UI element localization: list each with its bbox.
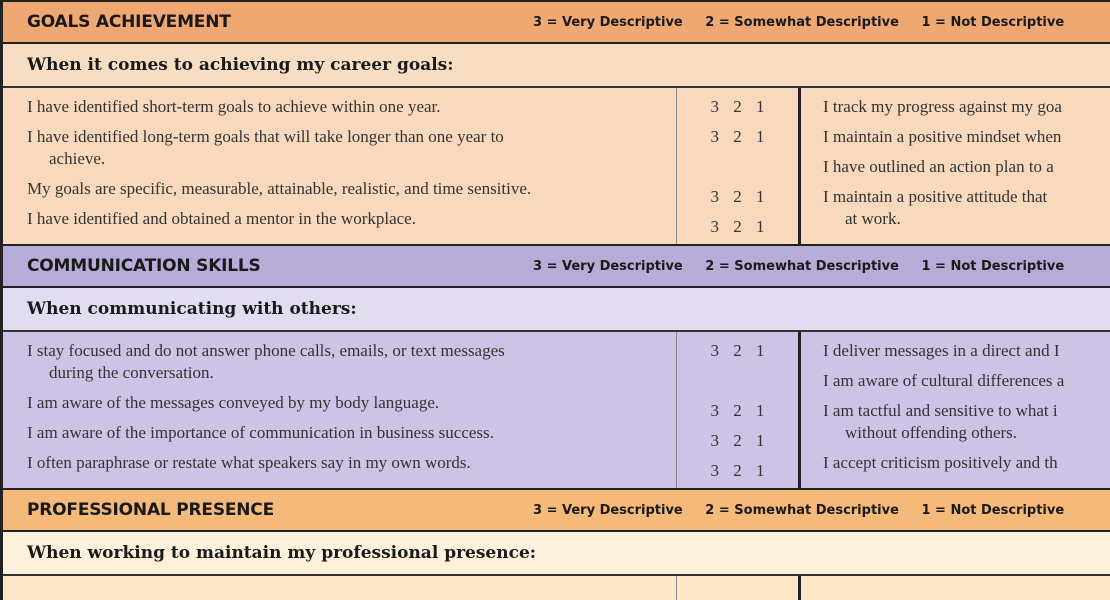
score-options[interactable]: 3 2 1: [710, 461, 765, 480]
left-statements: [3, 88, 677, 244]
section-title: COMMUNICATION SKILLS: [27, 256, 261, 276]
communication-section: [3, 244, 1110, 488]
legend-somewhat: 2 = Somewhat Descriptive: [705, 258, 899, 274]
right-statements: [801, 576, 1110, 600]
statement: I accept criticism positively and th: [823, 453, 1058, 472]
statement: I have outlined an action plan to a: [823, 157, 1054, 176]
score-options[interactable]: 3 2 1: [710, 217, 765, 236]
score-column: [677, 332, 801, 488]
section-body: [3, 88, 1110, 244]
legend-not: 1 = Not Descriptive: [921, 14, 1065, 30]
section-body: [3, 332, 1110, 488]
legend-very: 3 = Very Descriptive: [533, 258, 683, 274]
professional-presence-section: [3, 488, 1110, 600]
rating-legend: [533, 503, 1082, 518]
statement: I am tactful and sensitive to what i without offending others.: [823, 401, 1058, 442]
score-options[interactable]: 3 2 1: [710, 187, 765, 206]
statement: I have identified long-term goals that will take longer than one year to achieve.: [27, 127, 504, 168]
goals-section: [3, 0, 1110, 244]
right-statements: [801, 332, 1110, 488]
section-header: [3, 488, 1110, 532]
section-title: GOALS ACHIEVEMENT: [27, 12, 231, 32]
statement: I am aware of the importance of communication in business success.: [27, 423, 494, 442]
left-statements: [3, 576, 677, 600]
section-header: [3, 244, 1110, 288]
section-prompt: When it comes to achieving my career goals:: [3, 44, 1110, 88]
legend-very: 3 = Very Descriptive: [533, 502, 683, 518]
statement: I track my progress against my goa: [823, 97, 1062, 116]
statement: I stay focused and do not answer phone calls, emails, or text messages during the conversation.: [27, 341, 505, 382]
rating-legend: [533, 259, 1082, 274]
score-options[interactable]: 3 2 1: [710, 431, 765, 450]
left-statements: [3, 332, 677, 488]
score-options[interactable]: 3 2 1: [710, 401, 765, 420]
section-prompt: When communicating with others:: [3, 288, 1110, 332]
section-title: PROFESSIONAL PRESENCE: [27, 500, 274, 520]
score-options[interactable]: 3 2 1: [710, 341, 765, 360]
section-body: [3, 576, 1110, 600]
legend-very: 3 = Very Descriptive: [533, 14, 683, 30]
statement: I maintain a positive mindset when: [823, 127, 1062, 146]
section-header: [3, 0, 1110, 44]
legend-somewhat: 2 = Somewhat Descriptive: [705, 502, 899, 518]
score-column: [677, 576, 801, 600]
statement: I deliver messages in a direct and I: [823, 341, 1060, 360]
statement: I am aware of the messages conveyed by my body language.: [27, 393, 440, 412]
right-statements: [801, 88, 1110, 244]
statement: I am aware of cultural differences a: [823, 371, 1065, 390]
legend-not: 1 = Not Descriptive: [921, 502, 1065, 518]
score-options[interactable]: 3 2 1: [710, 97, 765, 116]
section-prompt: When working to maintain my professional presence:: [3, 532, 1110, 576]
statement: I have identified and obtained a mentor in the workplace.: [27, 209, 416, 228]
legend-not: 1 = Not Descriptive: [921, 258, 1065, 274]
rating-legend: [533, 15, 1082, 30]
statement: My goals are specific, measurable, attainable, realistic, and time sensitive.: [27, 179, 532, 198]
statement: I maintain a positive attitude that at work.: [823, 187, 1048, 228]
statement: I have identified short-term goals to achieve within one year.: [27, 97, 441, 116]
score-column: [677, 88, 801, 244]
legend-somewhat: 2 = Somewhat Descriptive: [705, 14, 899, 30]
score-options[interactable]: 3 2 1: [710, 127, 765, 146]
statement: I often paraphrase or restate what speakers say in my own words.: [27, 453, 471, 472]
